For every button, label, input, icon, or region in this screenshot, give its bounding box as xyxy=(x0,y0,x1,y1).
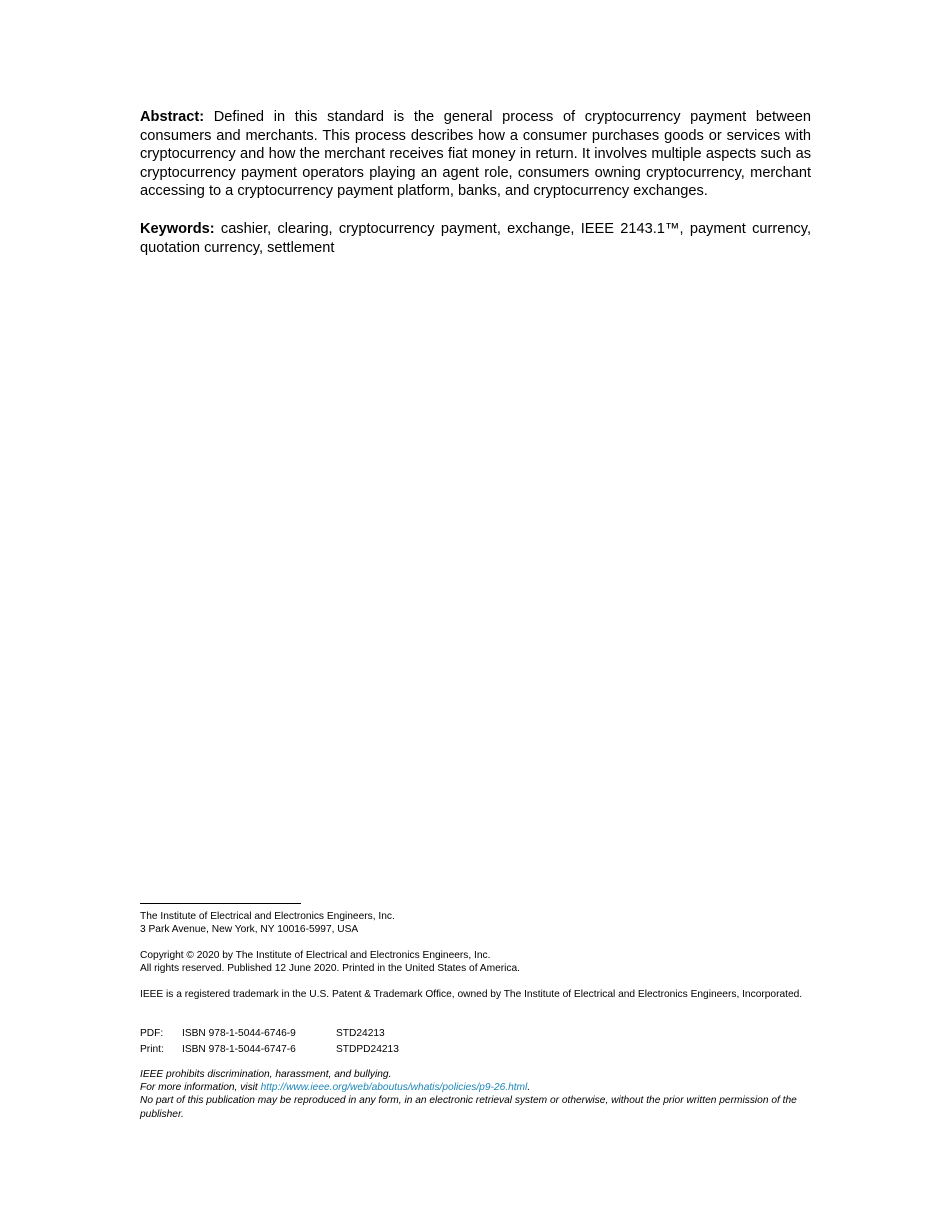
policy-prefix: For more information, visit xyxy=(140,1082,261,1094)
isbn-format: Print: xyxy=(140,1043,164,1055)
policy-line-2 xyxy=(140,1081,811,1094)
policy-link[interactable]: http://www.ieee.org/web/aboutus/whatis/policies/p9-26.html xyxy=(260,1082,528,1094)
trademark-notice xyxy=(140,988,811,1001)
isbn-table xyxy=(140,1027,811,1058)
isbn-number: ISBN 978-1-5044-6746-9 xyxy=(182,1028,296,1039)
copyright-info xyxy=(140,949,811,975)
isbn-number: ISBN 978-1-5044-6747-6 xyxy=(182,1043,296,1055)
policy-line-1: IEEE prohibits discrimination, harassment, and bullying. xyxy=(140,1069,392,1080)
publisher-info xyxy=(140,910,811,936)
isbn-code: STD24213 xyxy=(336,1028,385,1039)
institution-name: The Institute of Electrical and Electronics Engineers, Inc. xyxy=(140,911,395,922)
keywords-label: Keywords: xyxy=(140,221,215,237)
policy-suffix: . xyxy=(527,1082,531,1094)
trademark-text: IEEE is a registered trademark in the U.S. Patent & Trademark Office, owned by The Institute of Electrical and Electronics Engineers, Incorporated. xyxy=(140,989,803,1000)
policy-line-3: No part of this publication may be reproduced in any form, in an electronic retrieval system or otherwise, without the prior written permission of the publisher. xyxy=(140,1095,797,1120)
abstract-paragraph xyxy=(140,108,811,201)
abstract-text: Defined in this standard is the general process of cryptocurrency payment between consumers and merchants. This process describes how a consumer purchases goods or services with cryptocurrency and how the merchant receives fiat money in return. It involves multiple aspects such as cryptocurrency payment operators playing an agent role, consumers owning cryptocurrency, merchant accessing to a cryptocurrency payment platform, banks, and cryptocurrency exchanges. xyxy=(140,109,811,200)
isbn-code: STDPD24213 xyxy=(336,1043,399,1055)
isbn-format: PDF: xyxy=(140,1028,164,1039)
isbn-row-pdf xyxy=(140,1027,811,1043)
footnote-divider xyxy=(140,903,301,904)
isbn-row-print xyxy=(140,1043,811,1059)
copyright-line: Copyright © 2020 by The Institute of Electrical and Electronics Engineers, Inc. xyxy=(140,950,491,961)
rights-line: All rights reserved. Published 12 June 2020. Printed in the United States of America. xyxy=(140,963,520,975)
keywords-paragraph xyxy=(140,220,811,257)
policy-notice xyxy=(140,1068,811,1121)
institution-address: 3 Park Avenue, New York, NY 10016-5997, USA xyxy=(140,924,359,936)
abstract-label: Abstract: xyxy=(140,109,205,125)
keywords-text: cashier, clearing, cryptocurrency payment, exchange, IEEE 2143.1™, payment currency, quotation currency, settlement xyxy=(140,221,811,256)
